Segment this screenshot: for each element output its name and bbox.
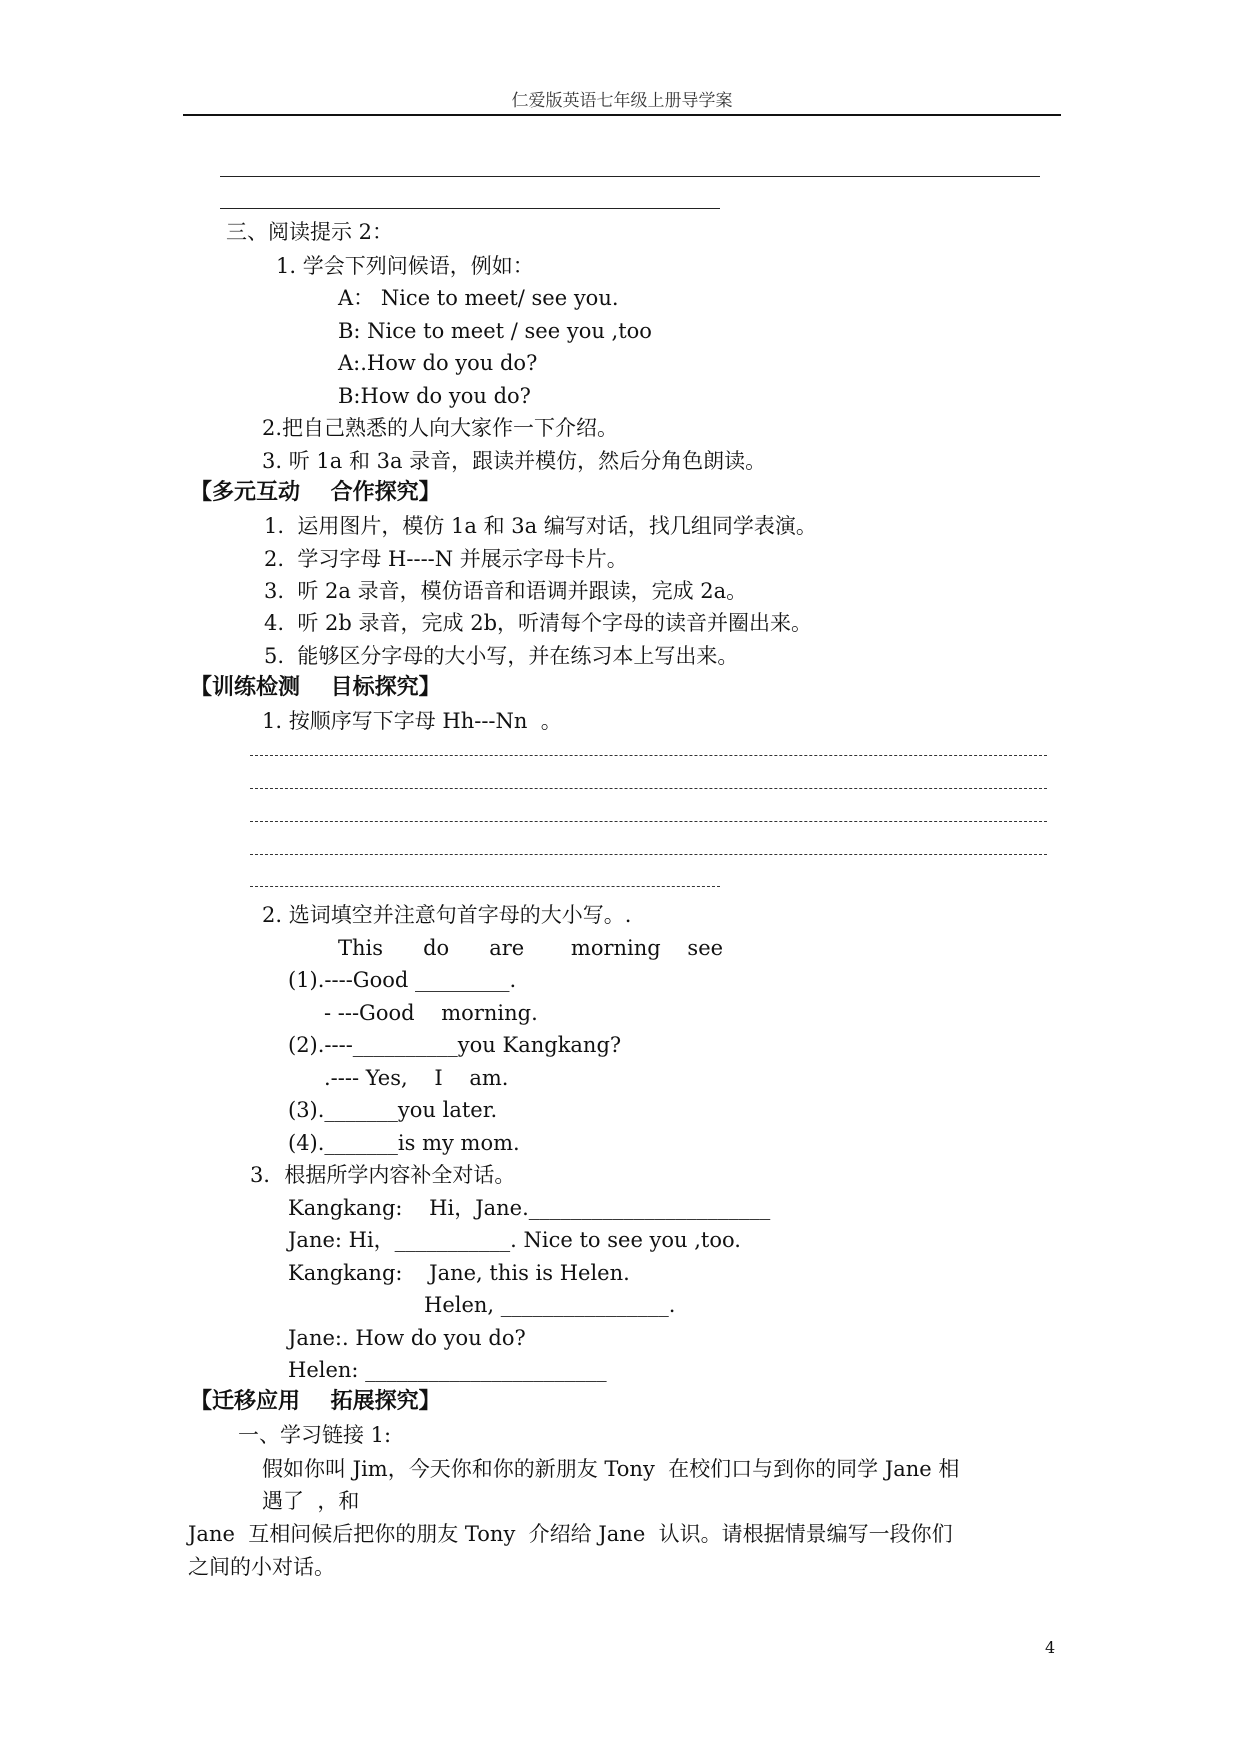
writing-line <box>250 821 1047 822</box>
dialog-blank-line: Jane:. How do you do? <box>288 1326 526 1350</box>
dialog-line: B: Nice to meet / see you ,too <box>338 319 652 343</box>
fill-blank-line: - ---Good morning. <box>324 1001 538 1025</box>
dialog-line: B:How do you do? <box>338 384 531 408</box>
cooperation-item: 2. 学习字母 H----N 并展示字母卡片。 <box>264 547 628 571</box>
question-3: 3．根据所学内容补全对话。 <box>250 1163 516 1187</box>
reading-tip-item: 2.把自己熟悉的人向大家作一下介绍。 <box>262 416 619 440</box>
answer-line <box>220 208 720 209</box>
header-rule <box>183 114 1061 116</box>
section-title-training: 【训练检测 目标探究】 <box>190 675 441 700</box>
reading-tip-item: 1. 学会下列问候语，例如： <box>276 254 534 278</box>
task-paragraph: Jane 互相问候后把你的朋友 Tony 介绍给 Jane 认识。请根据情景编写一段你们 <box>188 1522 953 1546</box>
dialog-blank-line: Kangkang: Jane, this is Helen. <box>288 1261 630 1285</box>
page-number: 4 <box>1045 1638 1056 1657</box>
cooperation-item: 3. 听 2a 录音，模仿语音和语调并跟读，完成 2a。 <box>264 579 748 603</box>
writing-line <box>250 854 1047 855</box>
dialog-line: A： Nice to meet/ see you. <box>338 286 619 310</box>
cooperation-item: 5. 能够区分字母的大小写，并在练习本上写出来。 <box>264 644 739 668</box>
cooperation-item: 4. 听 2b 录音，完成 2b，听清每个字母的读音并圈出来。 <box>264 611 813 635</box>
answer-line <box>220 176 1040 177</box>
question-2: 2. 选词填空并注意句首字母的大小写。. <box>262 903 632 927</box>
task-paragraph: 遇了 ，和 <box>262 1489 360 1513</box>
writing-line <box>250 788 1047 789</box>
fill-blank-line: (1).----Good _________. <box>288 968 517 992</box>
reading-tip-heading: 三、阅读提示 2： <box>226 220 394 244</box>
dialog-blank-line: Helen: _______________________ <box>288 1358 607 1382</box>
question-1: 1. 按顺序写下字母 Hh---Nn 。 <box>262 709 562 733</box>
reading-tip-item: 3. 听 1a 和 3a 录音，跟读并模仿，然后分角色朗读。 <box>262 449 767 473</box>
section-title-cooperation: 【多元互动 合作探究】 <box>190 480 441 505</box>
cooperation-item: 1. 运用图片，模仿 1a 和 3a 编写对话，找几组同学表演。 <box>264 514 817 538</box>
dialog-blank-line: Kangkang: Hi，Jane._______________________ <box>288 1196 771 1220</box>
page-header: 仁爱版英语七年级上册导学案 <box>511 91 733 111</box>
dialog-line: A:.How do you do? <box>338 351 538 375</box>
task-paragraph: 假如你叫 Jim，今天你和你的新朋友 Tony 在校们口与到你的同学 Jane 相 <box>262 1457 960 1481</box>
writing-line <box>250 755 1047 756</box>
writing-line <box>250 886 720 887</box>
fill-blank-line: (3)._______you later. <box>288 1098 498 1122</box>
link-heading: 一、学习链接 1: <box>238 1423 392 1447</box>
word-bank: This do are morning see <box>338 936 724 960</box>
section-title-application: 【迁移应用 拓展探究】 <box>190 1389 441 1414</box>
fill-blank-line: (2).----__________you Kangkang? <box>288 1033 622 1057</box>
task-paragraph: 之间的小对话。 <box>188 1555 335 1579</box>
dialog-blank-line: Helen, ________________. <box>424 1293 676 1317</box>
dialog-blank-line: Jane: Hi，___________. Nice to see you ,too. <box>288 1228 741 1252</box>
fill-blank-line: (4)._______is my mom. <box>288 1131 520 1155</box>
fill-blank-line: .---- Yes, I am. <box>324 1066 509 1090</box>
